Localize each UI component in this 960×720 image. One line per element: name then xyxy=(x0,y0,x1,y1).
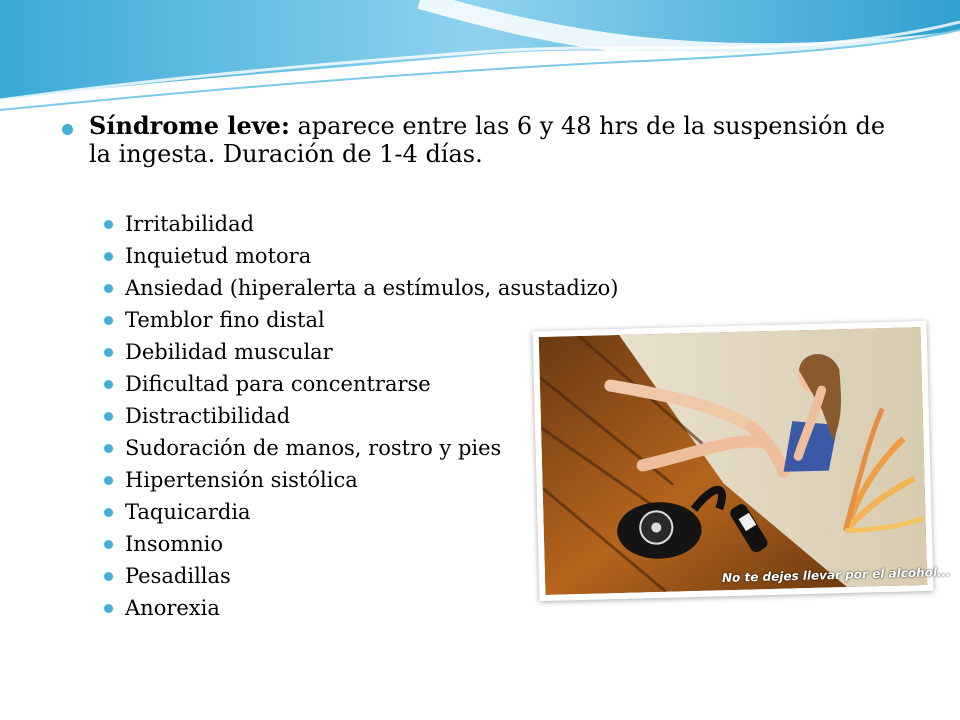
list-item xyxy=(104,240,618,272)
header-wave-decoration xyxy=(0,0,960,120)
list-item-label: Anorexia xyxy=(125,596,220,620)
bullet-icon xyxy=(104,412,113,421)
list-item-label: Sudoración de manos, rostro y pies xyxy=(125,436,502,460)
main-bullet xyxy=(62,112,902,168)
list-item-label: Hipertensión sistólica xyxy=(125,468,358,492)
bullet-icon xyxy=(104,604,113,613)
list-item-label: Pesadillas xyxy=(125,564,231,588)
bullet-icon xyxy=(104,508,113,517)
list-item-label: Irritabilidad xyxy=(125,212,255,236)
list-item-label: Insomnio xyxy=(125,532,224,556)
bullet-icon xyxy=(104,252,113,261)
bullet-icon xyxy=(104,284,113,293)
bullet-icon xyxy=(104,476,113,485)
main-bullet-text xyxy=(89,112,902,168)
bullet-icon xyxy=(62,124,73,135)
bullet-icon xyxy=(104,316,113,325)
bullet-icon xyxy=(104,540,113,549)
bullet-icon xyxy=(104,572,113,581)
bullet-icon xyxy=(104,380,113,389)
list-item xyxy=(104,208,618,240)
list-item xyxy=(104,272,618,304)
list-item-label: Debilidad muscular xyxy=(125,340,333,364)
bullet-icon xyxy=(104,220,113,229)
list-item-label: Distractibilidad xyxy=(125,404,291,428)
illustration-photo xyxy=(533,321,934,601)
list-item-label: Temblor fino distal xyxy=(125,308,325,332)
list-item-label: Inquietud motora xyxy=(125,244,312,268)
bullet-icon xyxy=(104,444,113,453)
list-item-label: Dificultad para concentrarse xyxy=(125,372,431,396)
image-caption: No te dejes llevar por el alcohol... xyxy=(721,565,951,585)
main-bullet-description: aparece entre las 6 y 48 hrs de la suspensión de la ingesta. Duración de 1-4 días. xyxy=(89,112,886,168)
bullet-icon xyxy=(104,348,113,357)
list-item-label: Taquicardia xyxy=(125,500,251,524)
photo-illustration xyxy=(539,327,928,595)
list-item-label: Ansiedad (hiperalerta a estímulos, asustadizo) xyxy=(125,276,619,300)
main-bullet-title: Síndrome leve: xyxy=(89,111,290,140)
